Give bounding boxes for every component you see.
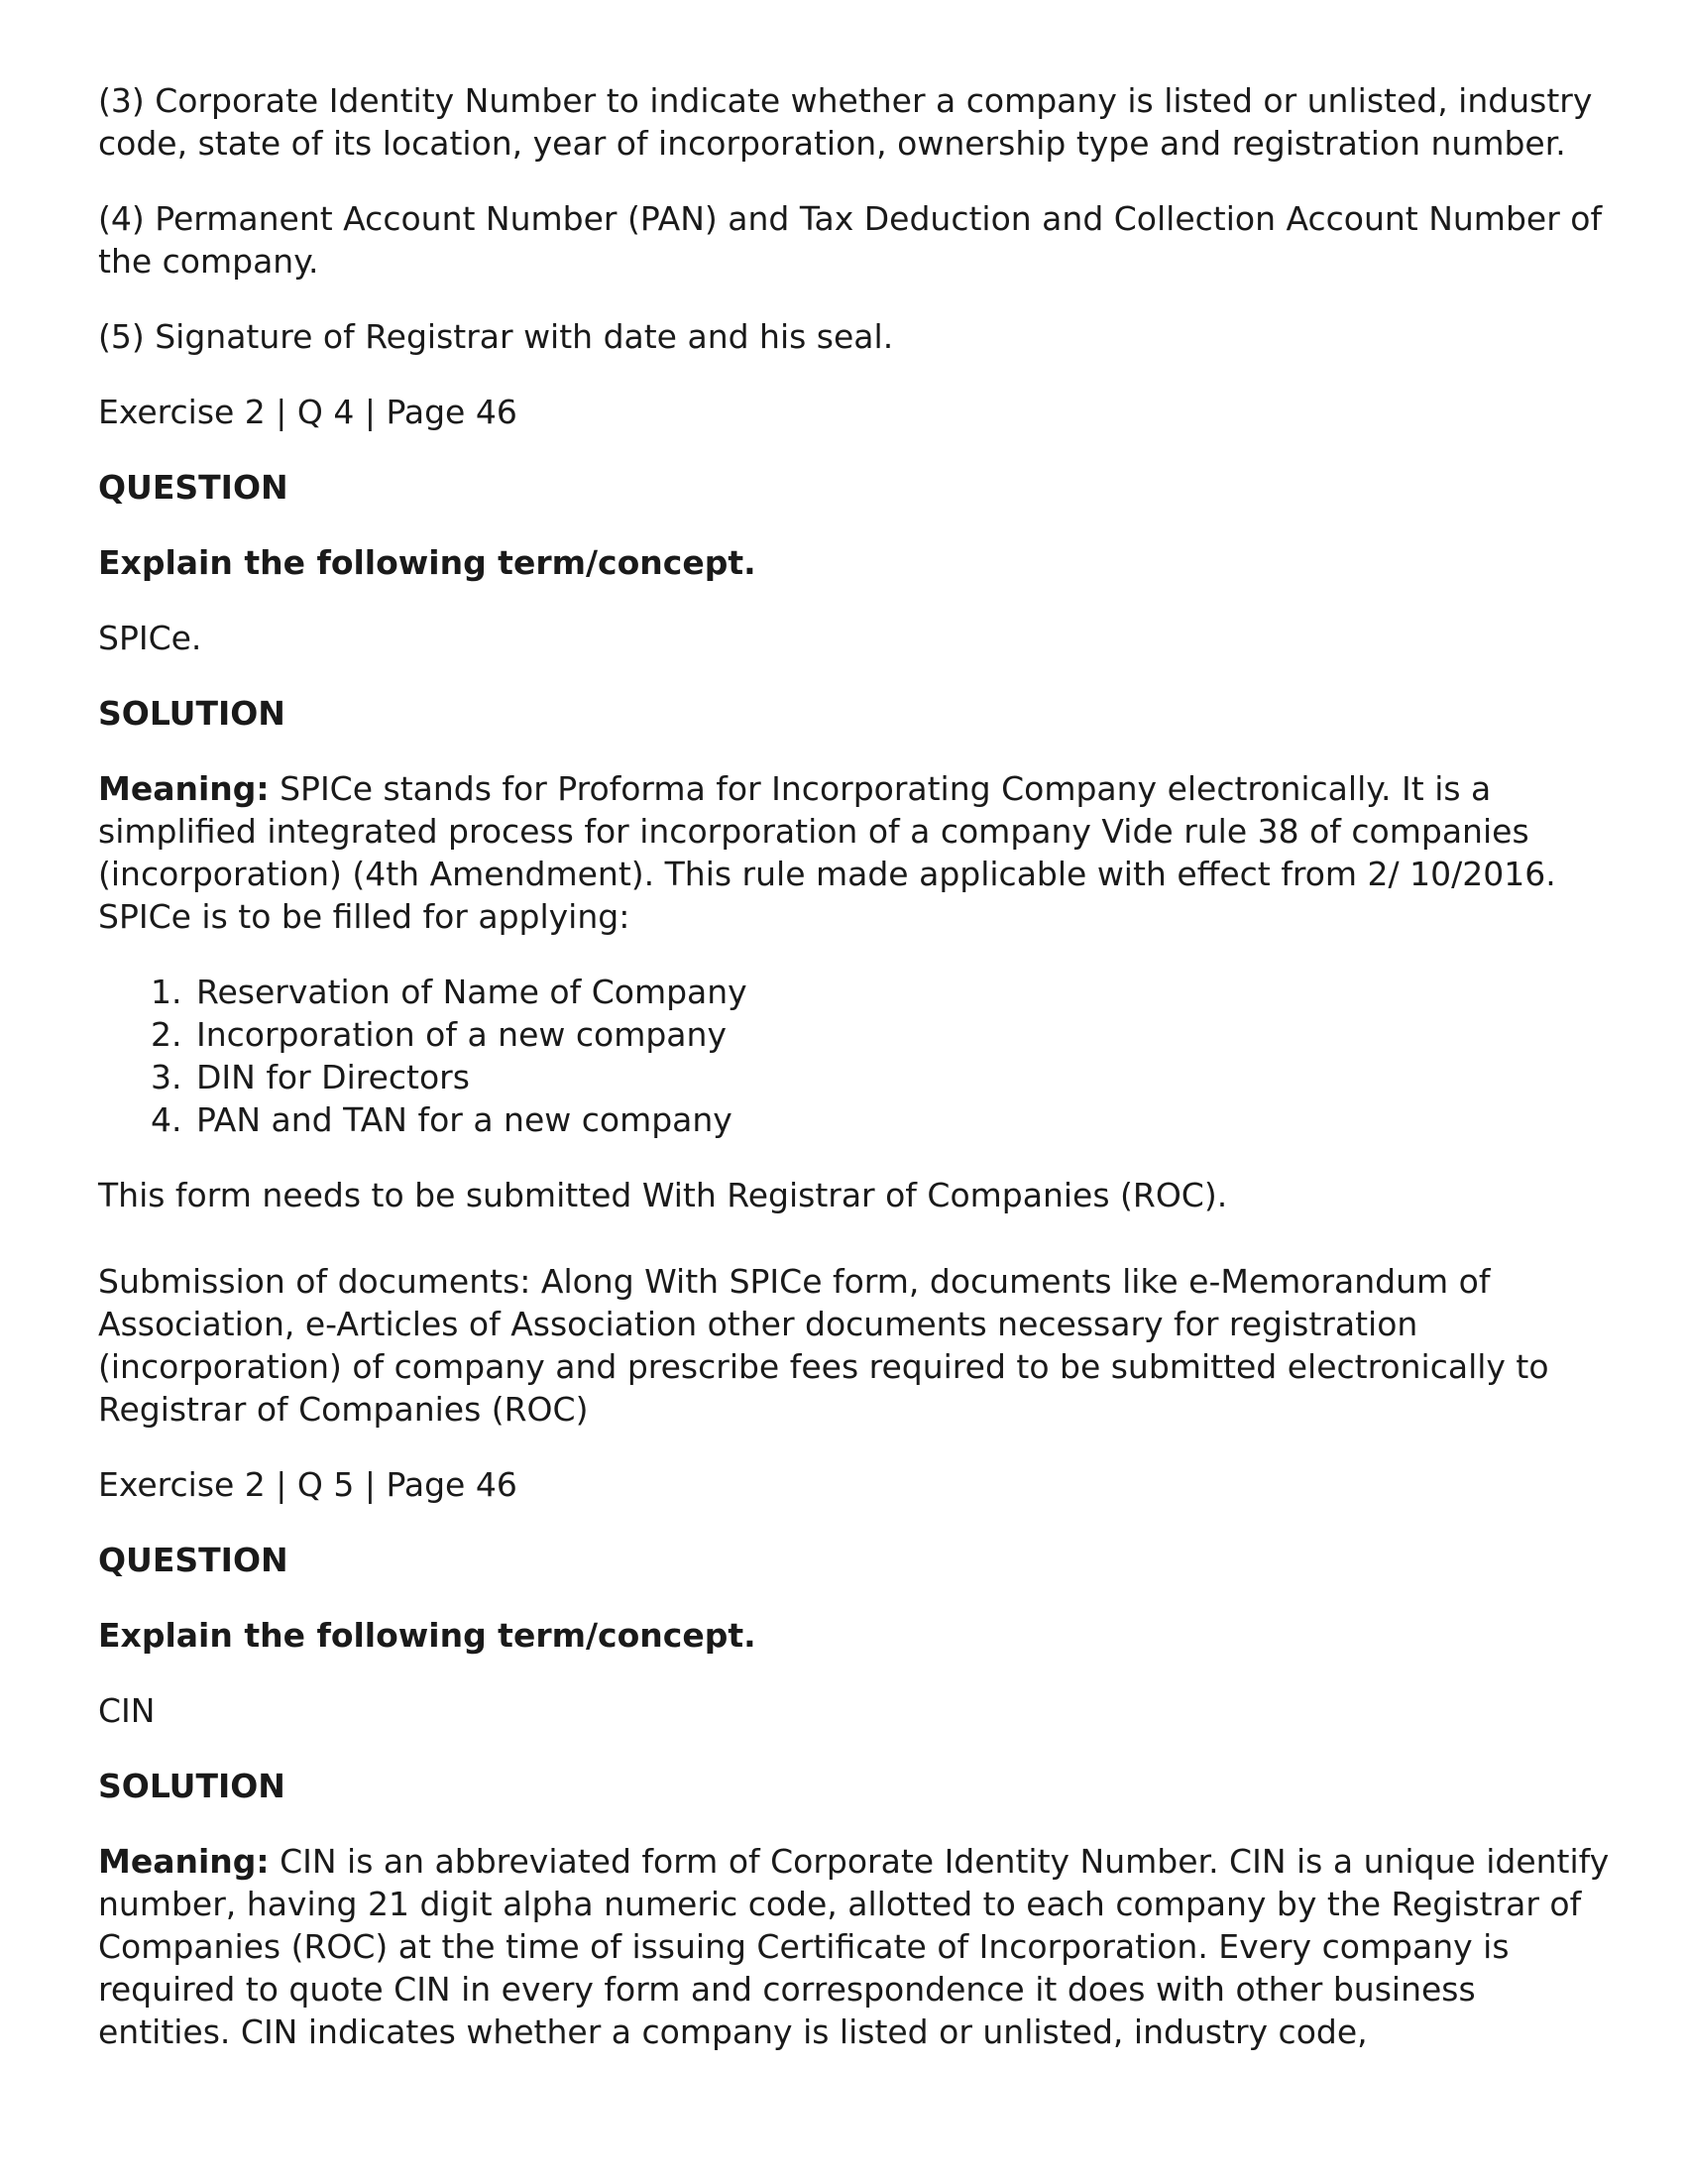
q5-instruction: Explain the following term/concept. bbox=[98, 1616, 756, 1655]
list-item: 1. Reservation of Name of Company bbox=[192, 971, 1615, 1013]
q5-solution-heading: SOLUTION bbox=[98, 1767, 285, 1805]
q5-meaning-paragraph bbox=[98, 1840, 1615, 2053]
q4-term: SPICe. bbox=[98, 619, 202, 657]
document-page bbox=[98, 79, 1615, 2086]
q4-meaning-paragraph bbox=[98, 767, 1615, 938]
list-item: 2. Incorporation of a new company bbox=[192, 1013, 1615, 1056]
list-item: 4. PAN and TAN for a new company bbox=[192, 1098, 1615, 1141]
q5-meaning-text: CIN is an abbreviated form of Corporate Identity Number. CIN is a unique identify number, having 21 digit alpha numeric code, allotted to each company by the Registrar of Companies (ROC) at the time of issuing Certificate of Incorporation. Every company is required to quote CIN in every form and correspondence it does with other business entities. CIN indicates whether a company is listed or unlisted, industry code, bbox=[98, 1842, 1610, 2051]
q4-instruction: Explain the following term/concept. bbox=[98, 543, 756, 582]
q4-meaning-text: SPICe stands for Proforma for Incorporating Company electronically. It is a simplified integrated process for incorporation of a company Vide rule 38 of companies (incorporation) (4th Amendment). This rule made applicable with effect from 2/ 10/2016. SPICe is to be filled for applying: bbox=[98, 769, 1556, 936]
q5-question-heading: QUESTION bbox=[98, 1541, 288, 1579]
q5-reference: Exercise 2 | Q 5 | Page 46 bbox=[98, 1465, 517, 1504]
q5-term: CIN bbox=[98, 1691, 156, 1730]
q4-reference: Exercise 2 | Q 4 | Page 46 bbox=[98, 393, 517, 431]
q4-form-note: This form needs to be submitted With Registrar of Companies (ROC). bbox=[98, 1176, 1228, 1214]
q5-meaning-label: Meaning: bbox=[98, 1842, 270, 1881]
q4-spice-list bbox=[98, 971, 1615, 1141]
point-3: (3) Corporate Identity Number to indicate whether a company is listed or unlisted, industry code, state of its location, year of incorporation, ownership type and registration number. bbox=[98, 81, 1593, 163]
q4-question-heading: QUESTION bbox=[98, 468, 288, 507]
point-4: (4) Permanent Account Number (PAN) and Tax Deduction and Collection Account Number of the company. bbox=[98, 199, 1603, 281]
q4-solution-heading: SOLUTION bbox=[98, 694, 285, 733]
q4-meaning-label: Meaning: bbox=[98, 769, 270, 808]
list-item: 3. DIN for Directors bbox=[192, 1056, 1615, 1098]
q4-submission-paragraph: Submission of documents: Along With SPICe form, documents like e-Memorandum of Association, e-Articles of Association other documents necessary for registration (incorporation) of company and prescribe fees required to be submitted electronically to Registrar of Companies (ROC) bbox=[98, 1262, 1549, 1429]
point-5: (5) Signature of Registrar with date and his seal. bbox=[98, 317, 894, 356]
